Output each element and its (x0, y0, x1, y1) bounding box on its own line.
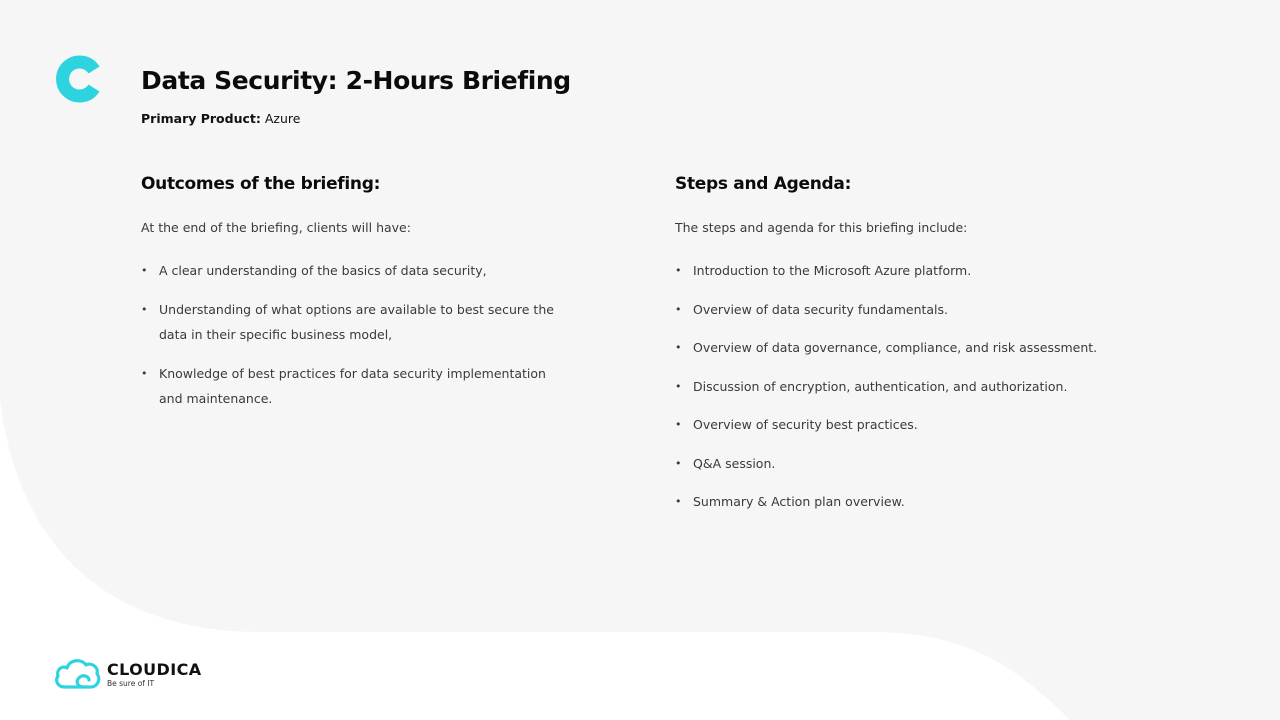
agenda-list (675, 258, 1195, 515)
agenda-section (675, 174, 1195, 528)
bullet-icon: • (675, 302, 682, 316)
outcomes-heading: Outcomes of the briefing: (141, 174, 381, 194)
bullet-icon: • (141, 302, 148, 316)
list-item-text: Overview of data governance, compliance, and risk assessment. (693, 340, 1098, 355)
bullet-icon: • (675, 418, 682, 431)
page-title: Data Security: 2-Hours Briefing (141, 66, 571, 95)
list-item-text: A clear understanding of the basics of data security, (159, 263, 487, 278)
list-item-text: Discussion of encryption, authentication, and authorization. (693, 378, 1068, 394)
bullet-icon: • (675, 495, 682, 508)
bullet-icon: • (675, 264, 682, 277)
list-item (675, 451, 1195, 477)
agenda-heading: Steps and Agenda: (675, 174, 852, 194)
bullet-icon: • (675, 456, 682, 470)
list-item (141, 297, 561, 348)
outcomes-intro: At the end of the briefing, clients will have: (141, 220, 411, 235)
bullet-icon: • (675, 341, 682, 354)
logo-name: CLOUDICA (107, 660, 202, 679)
list-item-text: Overview of data security fundamentals. (693, 301, 949, 317)
list-item (141, 258, 561, 284)
list-item-text: Knowledge of best practices for data security implementation and maintenance. (159, 365, 546, 406)
outcomes-list (141, 258, 561, 412)
list-item (675, 297, 1195, 323)
agenda-intro: The steps and agenda for this briefing include: (675, 220, 968, 235)
list-item (675, 374, 1195, 400)
list-item (675, 258, 1195, 284)
primary-product-label: Primary Product: (141, 111, 261, 126)
list-item-text: Understanding of what options are available to best secure the data in their specific business model, (159, 301, 554, 342)
list-item-text: Q&A session. (693, 455, 776, 471)
bullet-icon: • (141, 366, 148, 380)
list-item-text: Introduction to the Microsoft Azure platform. (693, 263, 972, 278)
list-item (141, 361, 561, 412)
list-item (675, 335, 1195, 361)
primary-product-value: Azure (264, 111, 301, 126)
outcomes-section (141, 174, 561, 425)
list-item-text: Overview of security best practices. (693, 417, 918, 432)
company-logo (53, 656, 213, 692)
list-item (675, 489, 1195, 515)
list-item (675, 412, 1195, 438)
cloud-icon (53, 656, 101, 689)
bullet-icon: • (675, 379, 682, 393)
bullet-icon: • (141, 264, 148, 277)
logo-tagline: Be sure of IT (107, 679, 155, 688)
c-letter-icon (56, 54, 102, 104)
list-item-text: Summary & Action plan overview. (693, 494, 905, 509)
primary-product (141, 111, 300, 126)
